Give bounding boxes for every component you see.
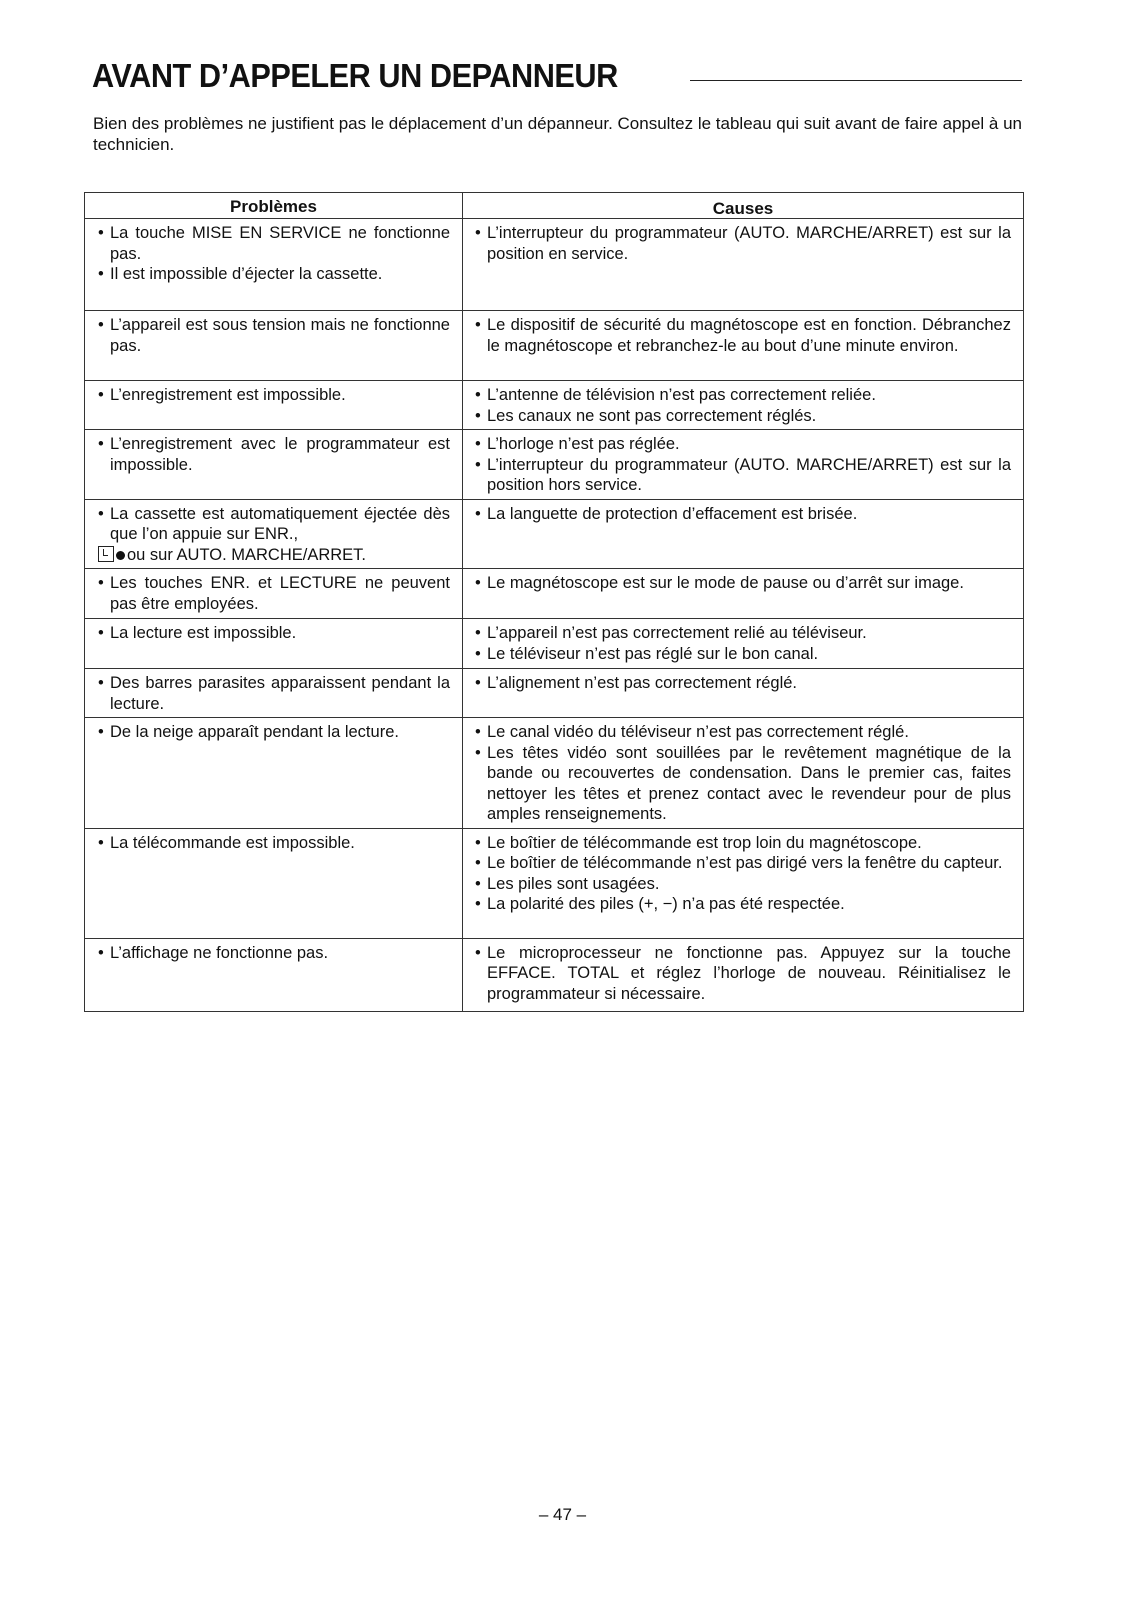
bullet: • [98, 435, 104, 453]
bullet: • [98, 833, 104, 852]
problem-cell [84, 569, 462, 618]
cause-text: L’interrupteur du programmateur (AUTO. MARCHE/ARRET) est sur la position hors service. [487, 455, 1011, 494]
cause-cell [462, 219, 1024, 310]
problem-text: L’enregistrement est impossible. [110, 386, 346, 404]
bullet: • [475, 943, 481, 962]
problem-cell [84, 311, 462, 380]
cause-text: Le téléviseur n’est pas réglé sur le bon canal. [487, 644, 819, 663]
problem-text: L’affichage ne fonctionne pas. [110, 943, 329, 962]
cause-item [475, 943, 1011, 1005]
problem-extra-text: ou sur AUTO. MARCHE/ARRET. [127, 545, 367, 564]
bullet: • [98, 504, 104, 523]
cause-text: Le canal vidéo du téléviseur n’est pas correctement réglé. [487, 723, 909, 741]
problem-item [98, 943, 450, 964]
cause-text: La polarité des piles (+, −) n’a pas été respectée. [487, 895, 845, 913]
problem-item [98, 722, 450, 743]
cause-item [475, 722, 1011, 743]
table-row [84, 429, 1024, 499]
cause-text: Les canaux ne sont pas correctement réglés. [487, 406, 817, 425]
cause-item [475, 504, 1011, 525]
problem-cell [84, 939, 462, 1011]
problem-text: Il est impossible d’éjecter la cassette. [110, 265, 383, 283]
cause-cell [462, 569, 1024, 618]
cause-cell [462, 829, 1024, 938]
cause-text: Le boîtier de télécommande est trop loin du magnétoscope. [487, 833, 922, 852]
table-row [84, 499, 1024, 569]
bullet: • [475, 435, 481, 453]
header-causes: Causes [462, 192, 1024, 218]
problem-cell [84, 219, 462, 310]
problem-text: Les touches ENR. et LECTURE ne peuvent pas être employées. [110, 574, 450, 613]
cause-cell [462, 669, 1024, 717]
cause-text: Les têtes vidéo sont souillées par le revêtement magnétique de la bande ou recouvertes de condensation. Dans le premier cas, faites nettoyer les têtes et prenez contact avec le revendeur pour de plus amples renseignements. [487, 743, 1011, 823]
problem-item [98, 385, 450, 406]
bullet: • [475, 644, 481, 663]
problem-cell [84, 381, 462, 429]
bullet: • [98, 574, 104, 592]
cause-text: L’horloge n’est pas réglée. [487, 435, 680, 453]
cause-item [475, 223, 1011, 264]
bullet: • [98, 386, 104, 404]
problem-cell [84, 430, 462, 499]
problem-text: La touche MISE EN SERVICE ne fonctionne pas. [110, 224, 450, 263]
bullet: • [475, 723, 481, 741]
bullet: • [475, 874, 481, 893]
problem-extra-line [98, 545, 450, 566]
cause-text: La languette de protection d’effacement est brisée. [487, 504, 858, 523]
bullet: • [98, 316, 104, 334]
cause-item [475, 623, 1011, 644]
title-row [92, 54, 1022, 98]
bullet: • [475, 406, 481, 425]
table-row [84, 668, 1024, 717]
problem-item [98, 434, 450, 475]
timer-clock-icon [98, 546, 114, 562]
table-row [84, 310, 1024, 380]
cause-item [475, 315, 1011, 356]
bullet: • [475, 455, 481, 474]
problem-item [98, 833, 450, 854]
problem-text: Des barres parasites apparaissent pendant la lecture. [110, 674, 450, 713]
bullet: • [475, 833, 481, 852]
cause-cell [462, 381, 1024, 429]
bullet: • [475, 504, 481, 523]
cause-text: Les piles sont usagées. [487, 874, 660, 893]
cause-item [475, 434, 1011, 455]
cause-item [475, 406, 1011, 427]
bullet: • [475, 574, 481, 592]
bullet: • [98, 265, 104, 283]
problem-cell [84, 619, 462, 668]
cause-item [475, 455, 1011, 496]
header-problems: Problèmes [84, 192, 462, 218]
table-row [84, 568, 1024, 618]
cause-item [475, 385, 1011, 406]
table-body [84, 218, 1024, 1012]
cause-text: L’alignement n’est pas correctement réglé. [487, 674, 798, 692]
bullet: • [475, 674, 481, 692]
cause-text: Le magnétoscope est sur le mode de pause ou d’arrêt sur image. [487, 574, 964, 592]
bullet: • [475, 624, 481, 642]
cause-text: Le boîtier de télécommande n’est pas dirigé vers la fenêtre du capteur. [487, 854, 1003, 872]
cause-item [475, 874, 1011, 895]
bullet: • [98, 624, 104, 642]
page-title: AVANT D’APPELER UN DEPANNEUR [92, 57, 618, 94]
cause-item [475, 833, 1011, 854]
problem-item [98, 623, 450, 644]
cause-cell [462, 939, 1024, 1011]
problem-cell [84, 718, 462, 828]
bullet: • [475, 743, 481, 762]
table-row [84, 218, 1024, 310]
problem-cell [84, 669, 462, 717]
cause-cell [462, 311, 1024, 380]
page-number: – 47 – [538, 1505, 587, 1524]
problem-text: De la neige apparaît pendant la lecture. [110, 723, 399, 741]
record-dot-icon [116, 551, 125, 560]
table-row [84, 938, 1024, 1012]
problem-text: L’appareil est sous tension mais ne fonctionne pas. [110, 316, 450, 355]
title-rule [690, 80, 1022, 81]
table-row [84, 618, 1024, 668]
problem-text: La lecture est impossible. [110, 624, 297, 642]
bullet: • [475, 854, 481, 872]
bullet: • [98, 674, 104, 692]
problem-item [98, 673, 450, 714]
cause-item [475, 894, 1011, 915]
problem-item [98, 264, 450, 285]
problem-text: L’enregistrement avec le programmateur est impossible. [110, 435, 450, 474]
troubleshooting-table [84, 192, 1024, 1012]
intro-paragraph: Bien des problèmes ne justifient pas le déplacement d’un dépanneur. Consultez le tableau qui suit avant de faire appel à un technicien. [93, 114, 1023, 154]
table-row [84, 380, 1024, 429]
problem-item [98, 315, 450, 356]
cause-cell [462, 619, 1024, 668]
bullet: • [98, 723, 104, 741]
bullet: • [475, 316, 481, 334]
problem-text: La cassette est automatiquement éjectée dès que l’on appuie sur ENR., [110, 504, 450, 543]
cause-text: L’antenne de télévision n’est pas correctement reliée. [487, 386, 876, 404]
problem-item [98, 223, 450, 264]
bullet: • [98, 224, 104, 242]
cause-text: Le microprocesseur ne fonctionne pas. Appuyez sur la touche EFFACE. TOTAL et réglez l’horloge de nouveau. Réinitialisez le programmateur si nécessaire. [487, 943, 1011, 1003]
problem-text: La télécommande est impossible. [110, 833, 355, 852]
cause-item [475, 743, 1011, 825]
cause-cell [462, 430, 1024, 499]
cause-text: L’interrupteur du programmateur (AUTO. MARCHE/ARRET) est sur la position en service. [487, 224, 1011, 263]
cause-text: L’appareil n’est pas correctement relié au téléviseur. [487, 624, 867, 642]
problem-cell [84, 829, 462, 938]
bullet: • [98, 943, 104, 962]
cause-cell [462, 500, 1024, 569]
bullet: • [475, 386, 481, 404]
cause-item [475, 644, 1011, 665]
cause-item [475, 573, 1011, 594]
cause-item [475, 673, 1011, 694]
bullet: • [475, 224, 481, 242]
problem-item [98, 573, 450, 614]
bullet: • [475, 895, 481, 913]
table-row [84, 828, 1024, 938]
table-row [84, 717, 1024, 828]
cause-text: Le dispositif de sécurité du magnétoscope est en fonction. Débranchez le magnétoscope et rebranchez-le au bout d’une minute environ. [487, 316, 1011, 355]
cause-item [475, 853, 1011, 874]
problem-cell [84, 500, 462, 569]
table-header [84, 192, 1024, 218]
problem-item [98, 504, 450, 545]
cause-cell [462, 718, 1024, 828]
